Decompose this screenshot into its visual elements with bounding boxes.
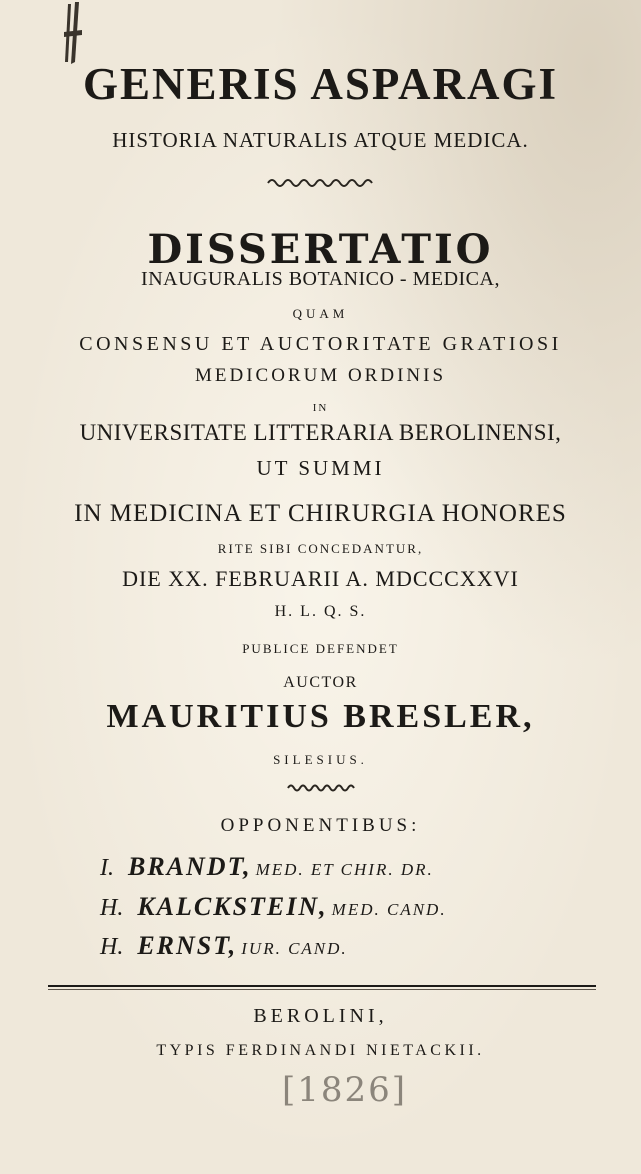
opponent-num: I. <box>100 855 114 881</box>
in-line: IN <box>312 402 329 414</box>
medicina-line: IN MEDICINA ET CHIRURGIA HONORES <box>74 500 567 527</box>
opponent-1 <box>100 852 434 882</box>
opponent-role: IUR. CAND. <box>241 939 348 958</box>
rite-line: RITE SIBI CONCEDANTUR, <box>217 541 424 556</box>
hlqs-line: H. L. Q. S. <box>274 603 367 620</box>
author-name: MAURITIUS BRESLER, <box>106 698 535 735</box>
book-subtitle: HISTORIA NATURALIS ATQUE MEDICA. <box>112 128 529 152</box>
medicorum-line: MEDICORUM ORDINIS <box>194 365 447 386</box>
opponent-role: MED. ET CHIR. DR. <box>255 860 434 879</box>
date-line: DIE XX. FEBRUARII A. MDCCCXXVI <box>122 566 519 591</box>
opponent-num: H. <box>100 895 124 921</box>
place-line: BEROLINI, <box>253 1005 388 1027</box>
opponent-name: BRANDT, <box>128 852 252 881</box>
opponent-num: H. <box>100 934 124 960</box>
silesius-line: SILESIUS. <box>273 752 368 767</box>
ornament-wave <box>0 176 641 194</box>
book-title: GENERIS ASPARAGI <box>82 59 558 109</box>
divider-rule-thin <box>48 989 596 990</box>
opponent-name: ERNST, <box>137 931 238 960</box>
opponentibus-heading: OPPONENTIBUS: <box>220 815 421 836</box>
dissertatio-heading: DISSERTATIO <box>147 226 494 273</box>
library-stamp: [1826] <box>282 1070 408 1110</box>
printer-line: TYPIS FERDINANDI NIETACKII. <box>156 1042 485 1059</box>
consensu-line: CONSENSU ET AUCTORITATE GRATIOSI <box>79 333 562 355</box>
ut-summi-line: UT SUMMI <box>256 456 385 480</box>
publice-line: PUBLICE DEFENDET <box>242 641 399 656</box>
opponent-2 <box>100 892 447 922</box>
opponent-name: KALCKSTEIN, <box>137 892 328 921</box>
ornament-wave-small <box>0 780 641 798</box>
universitate-line: UNIVERSITATE LITTERARIA BEROLINENSI, <box>79 420 562 445</box>
inaugural-line: INAUGURALIS BOTANICO - MEDICA, <box>141 268 500 290</box>
opponent-3 <box>100 931 348 961</box>
opponent-role: MED. CAND. <box>331 900 447 919</box>
auctor-line: AUCTOR <box>283 674 358 691</box>
divider-rule <box>48 985 596 987</box>
quam-line: QUAM <box>292 306 349 321</box>
